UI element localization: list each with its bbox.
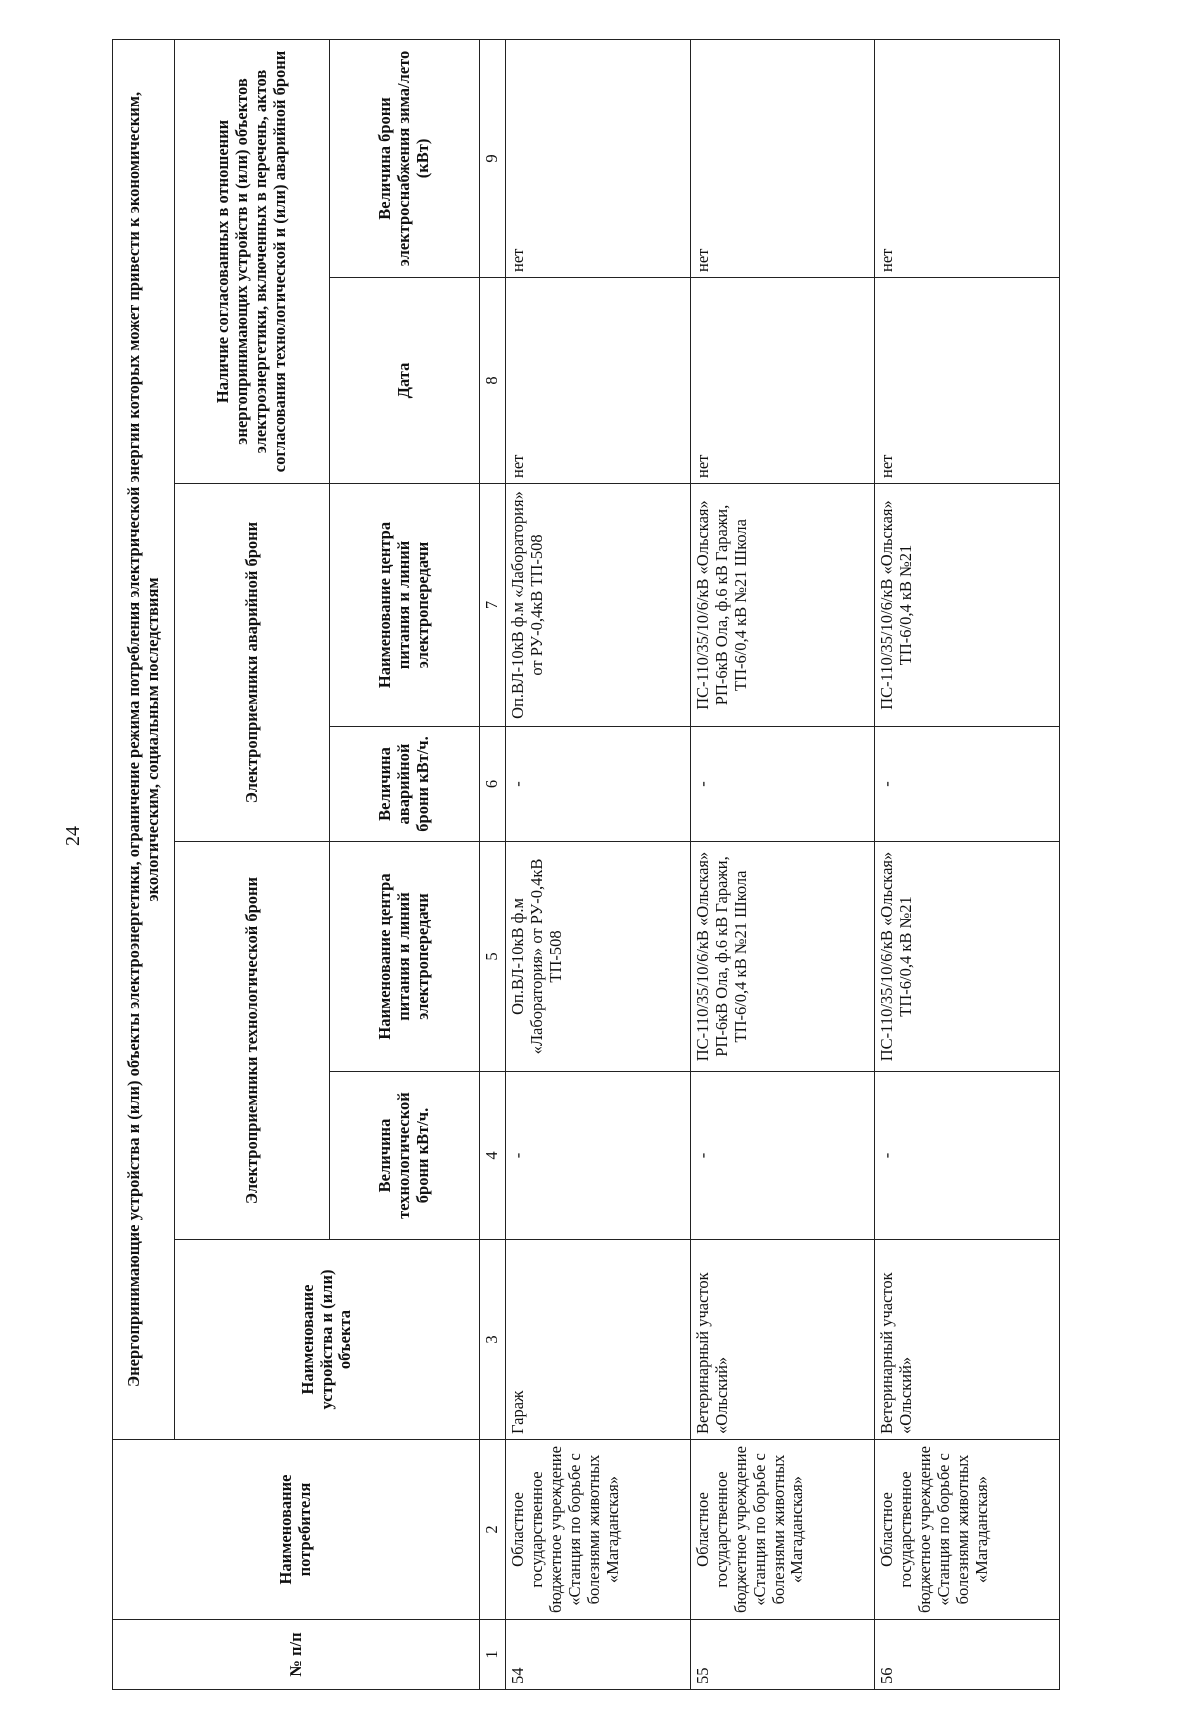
row-num: 56: [875, 1620, 1060, 1690]
column-number: 4: [480, 1072, 506, 1240]
row-tech-center: Оп.ВЛ-10кВ ф.м «Лаборатория» от РУ-0,4кВ ТП-508: [505, 842, 690, 1072]
column-number: 6: [480, 727, 506, 842]
row-value-season: нет: [875, 39, 1060, 277]
header-acts-group: Наличие согласованных в отношении энергопринимающих устройств и (или) объектов электроэнергетики, включенных в перечень, актов согласования технологической и (или) аварийной брони: [175, 39, 330, 483]
header-consumer: Наименование потребителя: [113, 1440, 480, 1620]
row-value-season: нет: [505, 39, 690, 277]
header-date: Дата: [330, 278, 480, 484]
row-emerg-center: ПС-110/35/10/6/кВ «Ольская» РП-6кВ Ола, ф.6 кВ Гаражи, ТП-6/0,4 кВ №21 Школа: [690, 484, 875, 727]
header-group-title: Энергопринимающие устройства и (или) объекты электроэнергетики, ограничение режима потребления электрической энергии которых может привести к экономическим, экологическим, социальным последствиям: [113, 39, 175, 1439]
row-consumer: Областное государственное бюджетное учреждение «Станция по борьбе с болезнями животных «Магаданская»: [875, 1440, 1060, 1620]
header-emerg-value: Величина аварийной брони кВт/ч.: [330, 727, 480, 842]
row-date: нет: [690, 278, 875, 484]
header-object: Наименование устройства и (или) объекта: [175, 1240, 480, 1440]
row-consumer: Областное государственное бюджетное учреждение «Станция по борьбе с болезнями животных «Магаданская»: [690, 1440, 875, 1620]
column-number: 8: [480, 278, 506, 484]
row-emerg-value: -: [505, 727, 690, 842]
row-tech-center: ПС-110/35/10/6/кВ «Ольская» ТП-6/0,4 кВ №21: [875, 842, 1060, 1072]
header-num: № п/п: [113, 1620, 480, 1690]
row-date: нет: [875, 278, 1060, 484]
row-object: Ветеринарный участок «Ольский»: [875, 1240, 1060, 1440]
row-tech-value: -: [875, 1072, 1060, 1240]
column-number: 2: [480, 1440, 506, 1620]
column-number: 1: [480, 1620, 506, 1690]
row-object: Гараж: [505, 1240, 690, 1440]
row-object: Ветеринарный участок «Ольский»: [690, 1240, 875, 1440]
row-emerg-center: ПС-110/35/10/6/кВ «Ольская» ТП-6/0,4 кВ №21: [875, 484, 1060, 727]
row-consumer: Областное государственное бюджетное учреждение «Станция по борьбе с болезнями животных «Магаданская»: [505, 1440, 690, 1620]
header-tech-group: Электроприемники технологической брони: [175, 842, 330, 1240]
row-tech-value: -: [690, 1072, 875, 1240]
rotated-page-content: [112, 40, 1060, 1690]
header-tech-center: Наименование центра питания и линий электропередачи: [330, 842, 480, 1072]
header-tech-value: Величина технологической брони кВт/ч.: [330, 1072, 480, 1240]
row-value-season: нет: [690, 39, 875, 277]
row-num: 54: [505, 1620, 690, 1690]
table-row: [505, 39, 690, 1689]
row-tech-value: -: [505, 1072, 690, 1240]
column-number-row: [480, 39, 506, 1689]
header-value-season: Величина брони электроснабжения зима/лето (кВт): [330, 39, 480, 277]
row-emerg-value: -: [875, 727, 1060, 842]
row-emerg-center: Оп.ВЛ-10кВ ф.м «Лаборатория» от РУ-0,4кВ ТП-508: [505, 484, 690, 727]
row-num: 55: [690, 1620, 875, 1690]
header-emerg-group: Электроприемники аварийной брони: [175, 484, 330, 842]
row-date: нет: [505, 278, 690, 484]
column-number: 3: [480, 1240, 506, 1440]
row-emerg-value: -: [690, 727, 875, 842]
header-emerg-center: Наименование центра питания и линий электропередачи: [330, 484, 480, 727]
column-number: 5: [480, 842, 506, 1072]
table-row: [690, 39, 875, 1689]
table-row: [875, 39, 1060, 1689]
column-number: 7: [480, 484, 506, 727]
row-tech-center: ПС-110/35/10/6/кВ «Ольская» РП-6кВ Ола, ф.6 кВ Гаражи, ТП-6/0,4 кВ №21 Школа: [690, 842, 875, 1072]
page-number: 24: [62, 826, 84, 846]
consumers-table: [112, 39, 1060, 1690]
column-number: 9: [480, 39, 506, 277]
